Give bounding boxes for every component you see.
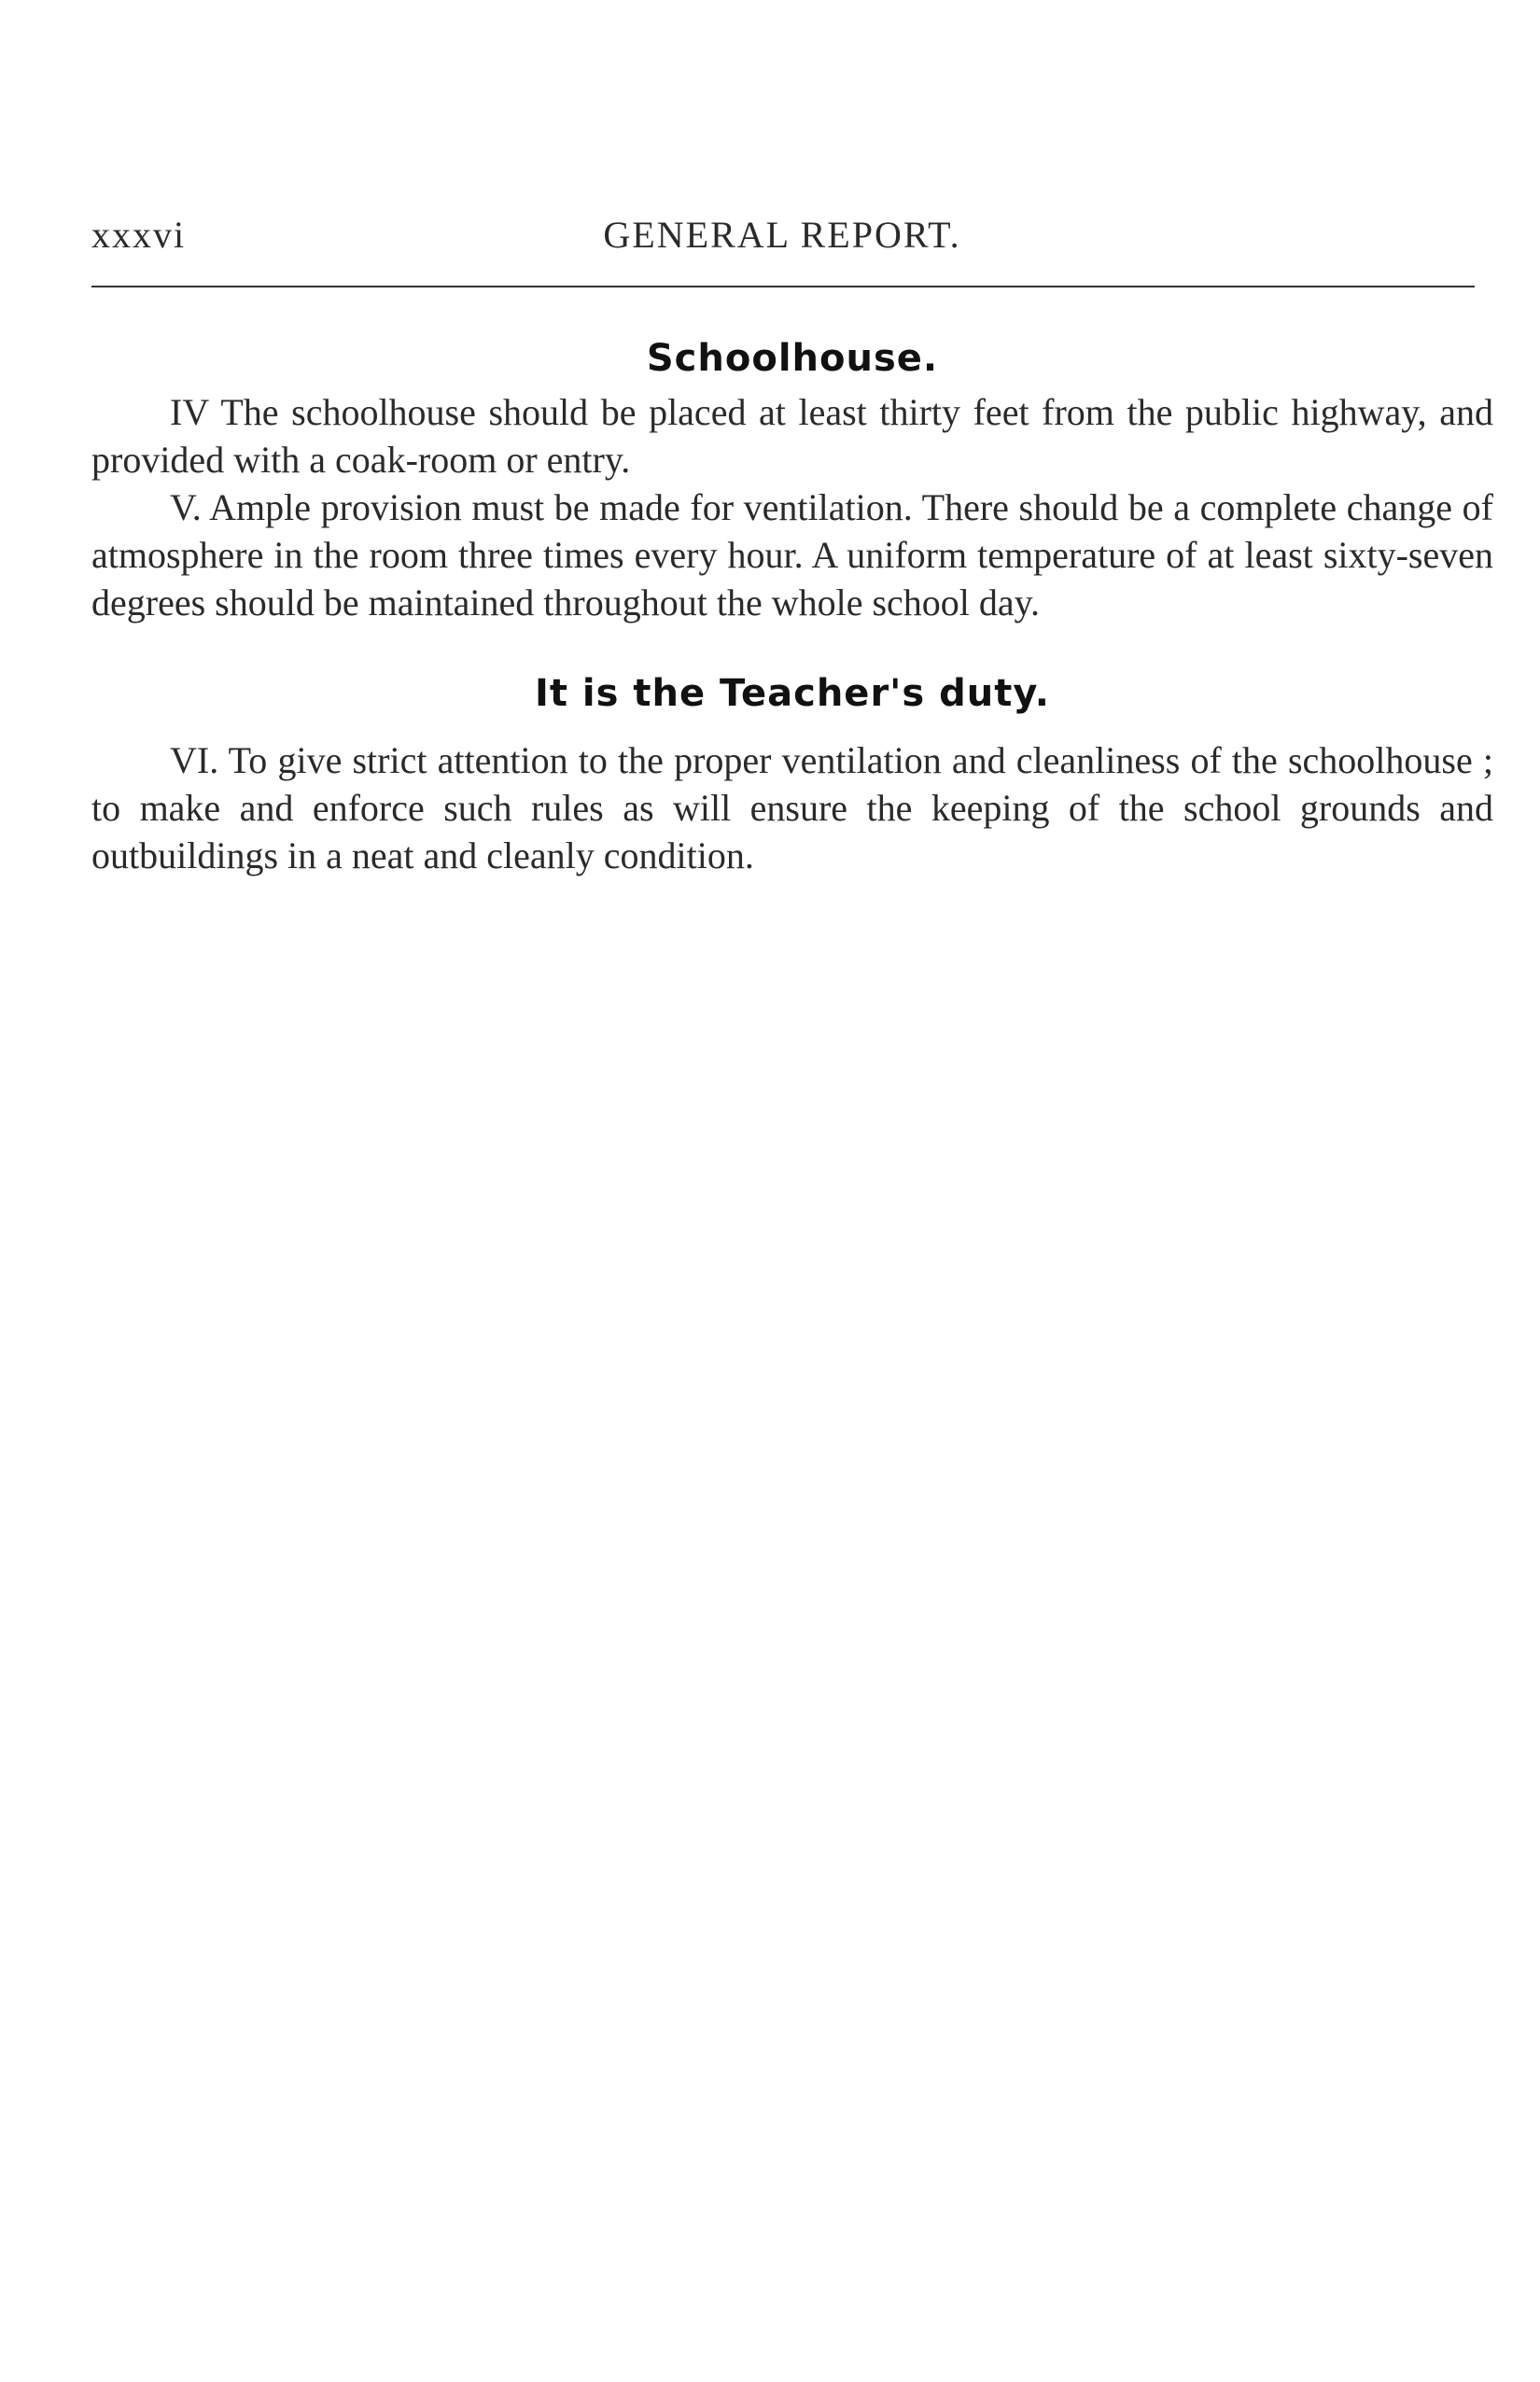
paragraph-vi: VI. To give strict attention to the proper ventilation and cleanliness of the schoolhouse ; to make and enforce such rules as will ensure the keeping of the school grounds and outbuildings in a neat and cleanly condition. [91, 739, 1493, 876]
section-heading-schoolhouse: Schoolhouse. [646, 337, 939, 380]
page-header [91, 213, 1473, 258]
section-heading-teachers-duty: It is the Teacher's duty. [535, 672, 1050, 715]
page-content [91, 329, 1493, 879]
page-number: xxxvi [91, 214, 187, 256]
paragraph-iv: IV The schoolhouse should be placed at least thirty feet from the public highway, and provided with a coak-room or entry. [91, 391, 1493, 481]
header-rule [91, 286, 1475, 287]
running-title: GENERAL REPORT. [603, 214, 961, 256]
paragraph-v: V. Ample provision must be made for ventilation. There should be a complete change of atmosphere in the room three times every hour. A uniform temperature of at least sixty-seven degrees should be maintained throughout the whole school day. [91, 486, 1493, 624]
